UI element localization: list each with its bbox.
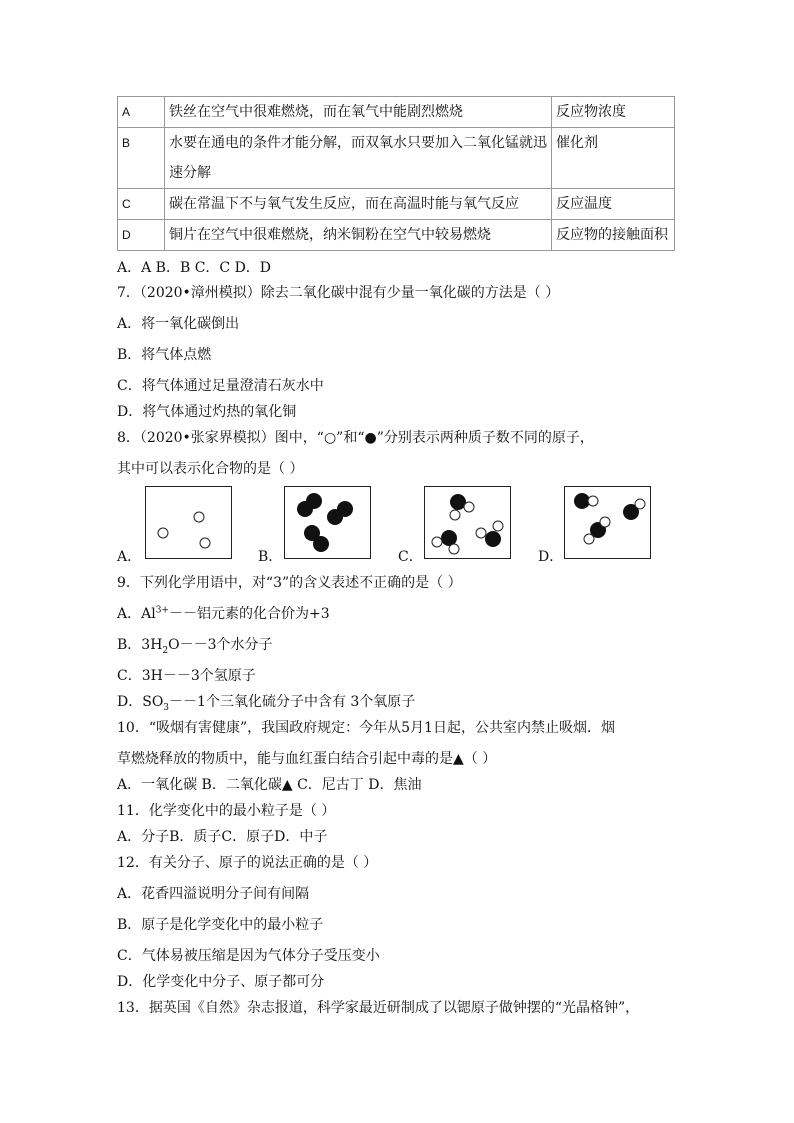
q12-stem: 12．有关分子、原子的说法正确的是（ ） — [117, 855, 378, 871]
q7-option-b: B．将气体点燃 — [117, 347, 212, 363]
q8-label-d: D． — [538, 549, 564, 565]
white-atom — [464, 502, 474, 512]
q8-diagram-d — [564, 486, 651, 559]
white-atom — [600, 517, 610, 527]
table-row — [118, 220, 675, 251]
q9-b-suffix: O－－3个水分子 — [168, 637, 273, 653]
q8-label-a: A． — [117, 549, 142, 565]
q9-option-a — [117, 603, 330, 623]
q9-option-c: C．3H－－3个氢原子 — [117, 668, 256, 684]
q9-b-subscript: 2 — [162, 645, 169, 656]
row-key: C — [118, 189, 165, 220]
row-key: A — [118, 97, 165, 128]
q8-label-b: B． — [258, 549, 283, 565]
white-atom — [200, 538, 210, 548]
q6-answer-options: A．A B．B C．C D．D — [117, 260, 272, 276]
row-key: B — [118, 128, 165, 189]
black-atom — [485, 531, 501, 547]
q12-option-a: A．花香四溢说明分子间有间隔 — [117, 886, 310, 902]
q9-option-d — [117, 691, 415, 713]
q12-option-c: C．气体易被压缩是因为气体分子受压变小 — [117, 948, 380, 964]
white-atom — [635, 499, 645, 509]
atoms-diagram — [146, 487, 233, 560]
options-table — [117, 96, 675, 251]
q10-options: A．一氧化碳 B．二氧化碳▲ C．尼古丁 D．焦油 — [117, 777, 422, 793]
row-description: 水要在通电的条件才能分解，而双氧水只要加入二氧化锰就迅速分解 — [165, 128, 552, 189]
row-factor: 反应物的接触面积 — [552, 220, 675, 251]
q8-label-c: C． — [398, 549, 423, 565]
q13-stem: 13．据英国《自然》杂志报道，科学家最近研制成了以锶原子做钟摆的“光晶格钟”， — [117, 1000, 640, 1016]
row-description: 碳在常温下不与氧气发生反应，而在高温时能与氧气反应 — [165, 189, 552, 220]
q9-d-prefix: D．SO — [117, 694, 164, 710]
white-atom — [449, 544, 459, 554]
q7-option-d: D．将气体通过灼热的氧化铜 — [117, 404, 297, 420]
row-description: 铜片在空气中很难燃烧，纳米铜粉在空气中较易燃烧 — [165, 220, 552, 251]
black-atom — [327, 509, 343, 525]
q9-d-subscript: 3 — [163, 702, 170, 713]
q10-stem-line1: 10．“吸烟有害健康”，我国政府规定：今年从5月1日起，公共室内禁止吸烟．烟 — [117, 720, 615, 736]
white-atom — [432, 537, 442, 547]
row-factor: 反应物浓度 — [552, 97, 675, 128]
q9-a-superscript: 3+ — [155, 605, 169, 616]
table-row — [118, 189, 675, 220]
q7-stem: 7．（2020•漳州模拟）除去二氧化碳中混有少量一氧化碳的方法是（ ） — [117, 285, 560, 301]
q11-stem: 11．化学变化中的最小粒子是（ ） — [117, 803, 336, 819]
white-atom — [493, 521, 503, 531]
atoms-diagram — [285, 487, 372, 560]
white-atom — [158, 528, 168, 538]
q10-stem-line2: 草燃烧释放的物质中，能与血红蛋白结合引起中毒的是▲（ ） — [117, 751, 497, 767]
white-atom — [584, 534, 594, 544]
q9-option-b — [117, 634, 273, 656]
q11-options: A．分子B．质子C．原子D．中子 — [117, 829, 328, 845]
white-atom — [476, 528, 486, 538]
q9-b-prefix: B．3H — [117, 637, 163, 653]
q12-option-b: B．原子是化学变化中的最小粒子 — [117, 917, 324, 933]
q7-option-a: A．将一氧化碳倒出 — [117, 316, 240, 332]
row-factor: 催化剂 — [552, 128, 675, 189]
q9-d-suffix: －－1个三氧化硫分子中含有 3个氧原子 — [169, 694, 416, 710]
table-row — [118, 97, 675, 128]
atoms-diagram — [425, 487, 512, 560]
q8-stem-line1: 8．（2020•张家界模拟）图中，“○”和“●”分别表示两种质子数不同的原子， — [117, 430, 594, 446]
atoms-diagram — [565, 487, 652, 560]
row-description: 铁丝在空气中很难燃烧，而在氧气中能剧烈燃烧 — [165, 97, 552, 128]
q7-option-c: C．将气体通过足量澄清石灰水中 — [117, 378, 324, 394]
q8-diagram-c — [424, 486, 511, 559]
q9-a-prefix: A．Al — [117, 606, 156, 622]
white-atom — [588, 496, 598, 506]
q8-stem-line2: 其中可以表示化合物的是（ ） — [117, 461, 304, 477]
q9-a-suffix: －－铝元素的化合价为+3 — [168, 606, 330, 622]
black-atom — [297, 501, 313, 517]
q8-diagram-b — [284, 486, 371, 559]
white-atom — [450, 510, 460, 520]
row-factor: 反应温度 — [552, 189, 675, 220]
white-atom — [194, 512, 204, 522]
q8-diagram-a — [145, 486, 232, 559]
row-key: D — [118, 220, 165, 251]
q9-stem: 9．下列化学用语中，对“3”的含义表述不正确的是（ ） — [117, 575, 462, 591]
q12-option-d: D．化学变化中分子、原子都可分 — [117, 974, 325, 990]
black-atom — [313, 536, 329, 552]
table-row — [118, 128, 675, 189]
